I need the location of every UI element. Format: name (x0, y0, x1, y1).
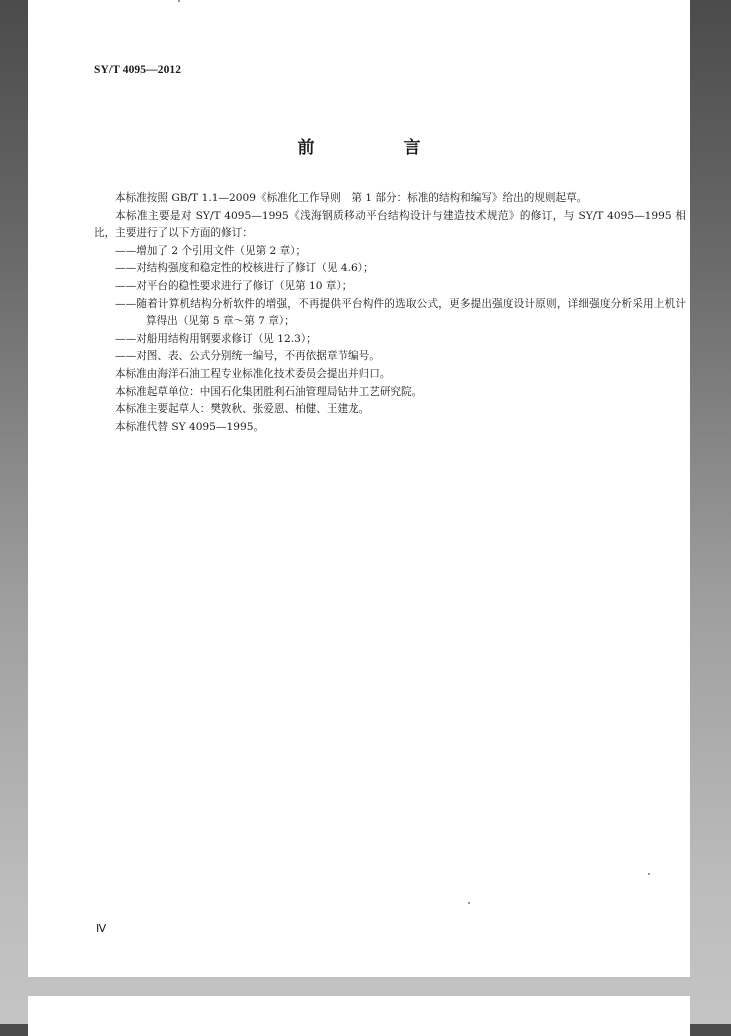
list-item: ——对船用结构用钢要求修订（见 12.3）； (115, 332, 317, 345)
list-item: ——随着计算机结构分析软件的增强，不再提供平台构件的选取公式，更多提出强度设计原则，详细强度分析采用上机计算得出（见第 5 章～第 7 章）； (115, 297, 686, 328)
document-page (28, 0, 690, 977)
paragraph-proposer: 本标准由海洋石油工程专业标准化技术委员会提出并归口。 (115, 367, 391, 380)
list-item: ——增加了 2 个引用文件（见第 2 章）； (115, 244, 307, 257)
scan-speck (648, 873, 650, 875)
scan-speck (178, 0, 180, 2)
paragraph-drafting-rules: 本标准按照 GB/T 1.1—2009《标准化工作导则 第 1 部分：标准的结构和编写》给出的规则起草。 (115, 192, 588, 204)
page-title: 前 言 (297, 138, 457, 158)
foreword-body (94, 190, 686, 436)
paragraph-drafters: 本标准主要起草人：樊敦秋、张爱恩、柏健、王建龙。 (115, 403, 370, 416)
paragraph-revision-summary: 本标准主要是对 SY/T 4095—1995《浅海钢质移动平台结构设计与建造技术规范》的修订，与 SY/T 4095—1995 相比，主要进行了以下方面的修订： (94, 209, 686, 240)
page-number: Ⅳ (96, 923, 107, 935)
scan-speck (468, 902, 470, 904)
list-item: ——对结构强度和稳定性的校核进行了修订（见 4.6）； (115, 262, 374, 275)
paragraph-drafting-unit: 本标准起草单位：中国石化集团胜利石油管理局钻井工艺研究院。 (115, 385, 423, 398)
paragraph-replaces: 本标准代替 SY 4095—1995。 (115, 420, 265, 433)
list-item: ——对平台的稳性要求进行了修订（见第 10 章）； (115, 279, 353, 292)
document-code: SY/T 4095—2012 (94, 64, 182, 76)
next-page-edge (28, 996, 690, 1036)
list-item: ——对图、表、公式分别统一编号，不再依据章节编号。 (115, 350, 380, 363)
